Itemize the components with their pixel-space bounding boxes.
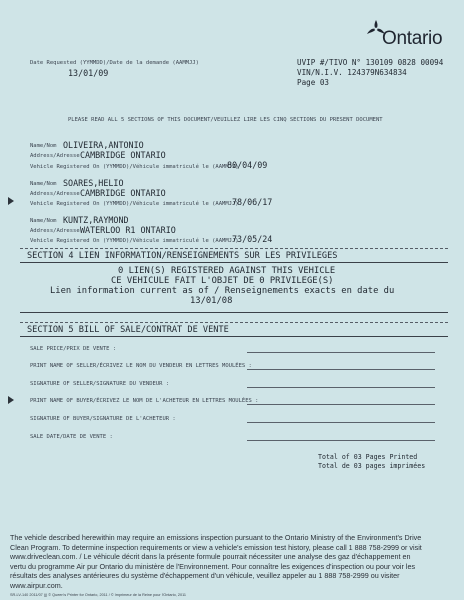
section-5-top-rule [20,322,448,323]
sale-price-label: SALE PRICE/PRIX DE VENTE : [30,346,117,352]
emissions-notice-line: www.airpur.com. [10,580,63,590]
total-pages-fr: Total de 03 pages imprimées [318,462,426,470]
owner-name-label: Name/Nom [30,181,57,187]
page-number: Page 03 [297,78,330,87]
owner-address: CAMBRIDGE ONTARIO [80,188,166,198]
owner-registered-date: 78/06/17 [232,197,273,207]
lien-current-date: 13/01/08 [190,296,233,306]
seller-name-line[interactable] [247,369,435,370]
emissions-notice-line: www.driveclean.com. / Le véhicule décrit dans la présente formule pourrait nécessiter une analyse des gaz d'échappement en [10,552,411,562]
section-4-title: SECTION 4 LIEN INFORMATION/RENSEIGNEMENTS SUR LES PRIVILEGES [27,251,338,261]
owner-registered-date: 73/05/24 [232,234,273,244]
fold-arrow-marker [8,197,14,205]
emissions-notice-line: Clean Program. To determine inspection requirements or view a vehicle's emission test history, please call 1 888 758-2999 or visit [10,542,422,552]
lien-count-fr: CE VEHICULE FAIT L'OBJET DE 0 PRIVILEGE(S) [111,276,334,286]
owner-name: KUNTZ,RAYMOND [63,215,129,225]
owner-name-label: Name/Nom [30,143,57,149]
owner-address: WATERLOO R1 ONTARIO [80,225,176,235]
section-5-title-rule [20,336,448,337]
total-pages-en: Total of 03 Pages Printed [318,453,418,461]
sale-date-label: SALE DATE/DATE DE VENTE : [30,434,113,440]
lien-current-as-of: Lien information current as of / Renseignements exacts en date du [50,286,395,296]
form-identifier: SR-LV-140 2011/07 (j) © Queen's Printer for Ontario, 2011 / © Imprimeur de la Reine pour l'Ontario, 2011 [10,593,187,597]
owner-name-label: Name/Nom [30,218,57,224]
section-5-title: SECTION 5 BILL OF SALE/CONTRAT DE VENTE [27,325,229,335]
ontario-wordmark: Ontario [382,28,443,49]
emissions-notice-line: The vehicle described herewithin may require an emissions inspection pursuant to the Ontario Ministry of the Environment's Drive [10,533,422,542]
section-4-bottom-rule [20,312,448,313]
sale-date-line[interactable] [247,440,435,441]
owner-registered-label: Vehicle Registered On (YYMMDD)/Véhicule immatriculé le (AAMMJJ) [30,164,239,170]
seller-signature-line[interactable] [247,387,435,388]
owner-registered-date: 80/04/09 [227,160,268,170]
emissions-notice-line: vertu du programme Air pur Ontario du ministère de l'Environnement. Pour connaître les exigences d'inspection ou pour voir les [10,561,416,571]
owner-address-label: Address/Adresse [30,191,80,197]
uvip-number: UVIP #/TIVO N° 130109 0828 00094 [297,58,444,67]
section-4-top-rule [20,248,448,249]
date-requested-label: Date Requested (YYMMDD)/Date de la demande (AAMMJJ) [30,60,199,66]
owner-address: CAMBRIDGE ONTARIO [80,150,166,160]
seller-signature-label: SIGNATURE OF SELLER/SIGNATURE DU VENDEUR : [30,381,170,387]
owner-name: SOARES,HELIO [63,178,124,188]
owner-registered-label: Vehicle Registered On (YYMMDD)/Véhicule immatriculé le (AAMMJJ) [30,201,239,207]
sale-price-line[interactable] [247,352,435,353]
buyer-signature-label: SIGNATURE OF BUYER/SIGNATURE DE L'ACHETEUR : [30,416,176,422]
owner-address-label: Address/Adresse [30,153,80,159]
read-all-sections-notice: PLEASE READ ALL 5 SECTIONS OF THIS DOCUMENT/VEUILLEZ LIRE LES CINQ SECTIONS DU PRESENT DOCUMENT [68,117,383,123]
emissions-notice-line: résultats des analyses antérieures du système d'échappement d'un véhicule, veuillez appeler au 1 888 758-2999 ou visiter [10,571,400,581]
vin-number: VIN/N.I.V. 124379N634834 [297,68,407,77]
section-4-title-rule [20,262,448,263]
buyer-name-line[interactable] [247,404,435,405]
fold-arrow-marker [8,396,14,404]
buyer-signature-line[interactable] [247,422,435,423]
seller-name-label: PRINT NAME OF SELLER/ÉCRIVEZ LE NOM DU VENDEUR EN LETTRES MOULÉES : [30,363,252,369]
owner-registered-label: Vehicle Registered On (YYMMDD)/Véhicule immatriculé le (AAMMJJ) [30,238,239,244]
lien-count-en: 0 LIEN(S) REGISTERED AGAINST THIS VEHICLE [118,266,336,276]
date-requested-value: 13/01/09 [68,68,109,78]
emissions-notice [10,533,456,591]
owner-name: OLIVEIRA,ANTONIO [63,140,144,150]
owner-address-label: Address/Adresse [30,228,80,234]
buyer-name-label: PRINT NAME OF BUYER/ÉCRIVEZ LE NOM DE L'ACHETEUR EN LETTRES MOULÉES : [30,398,259,404]
